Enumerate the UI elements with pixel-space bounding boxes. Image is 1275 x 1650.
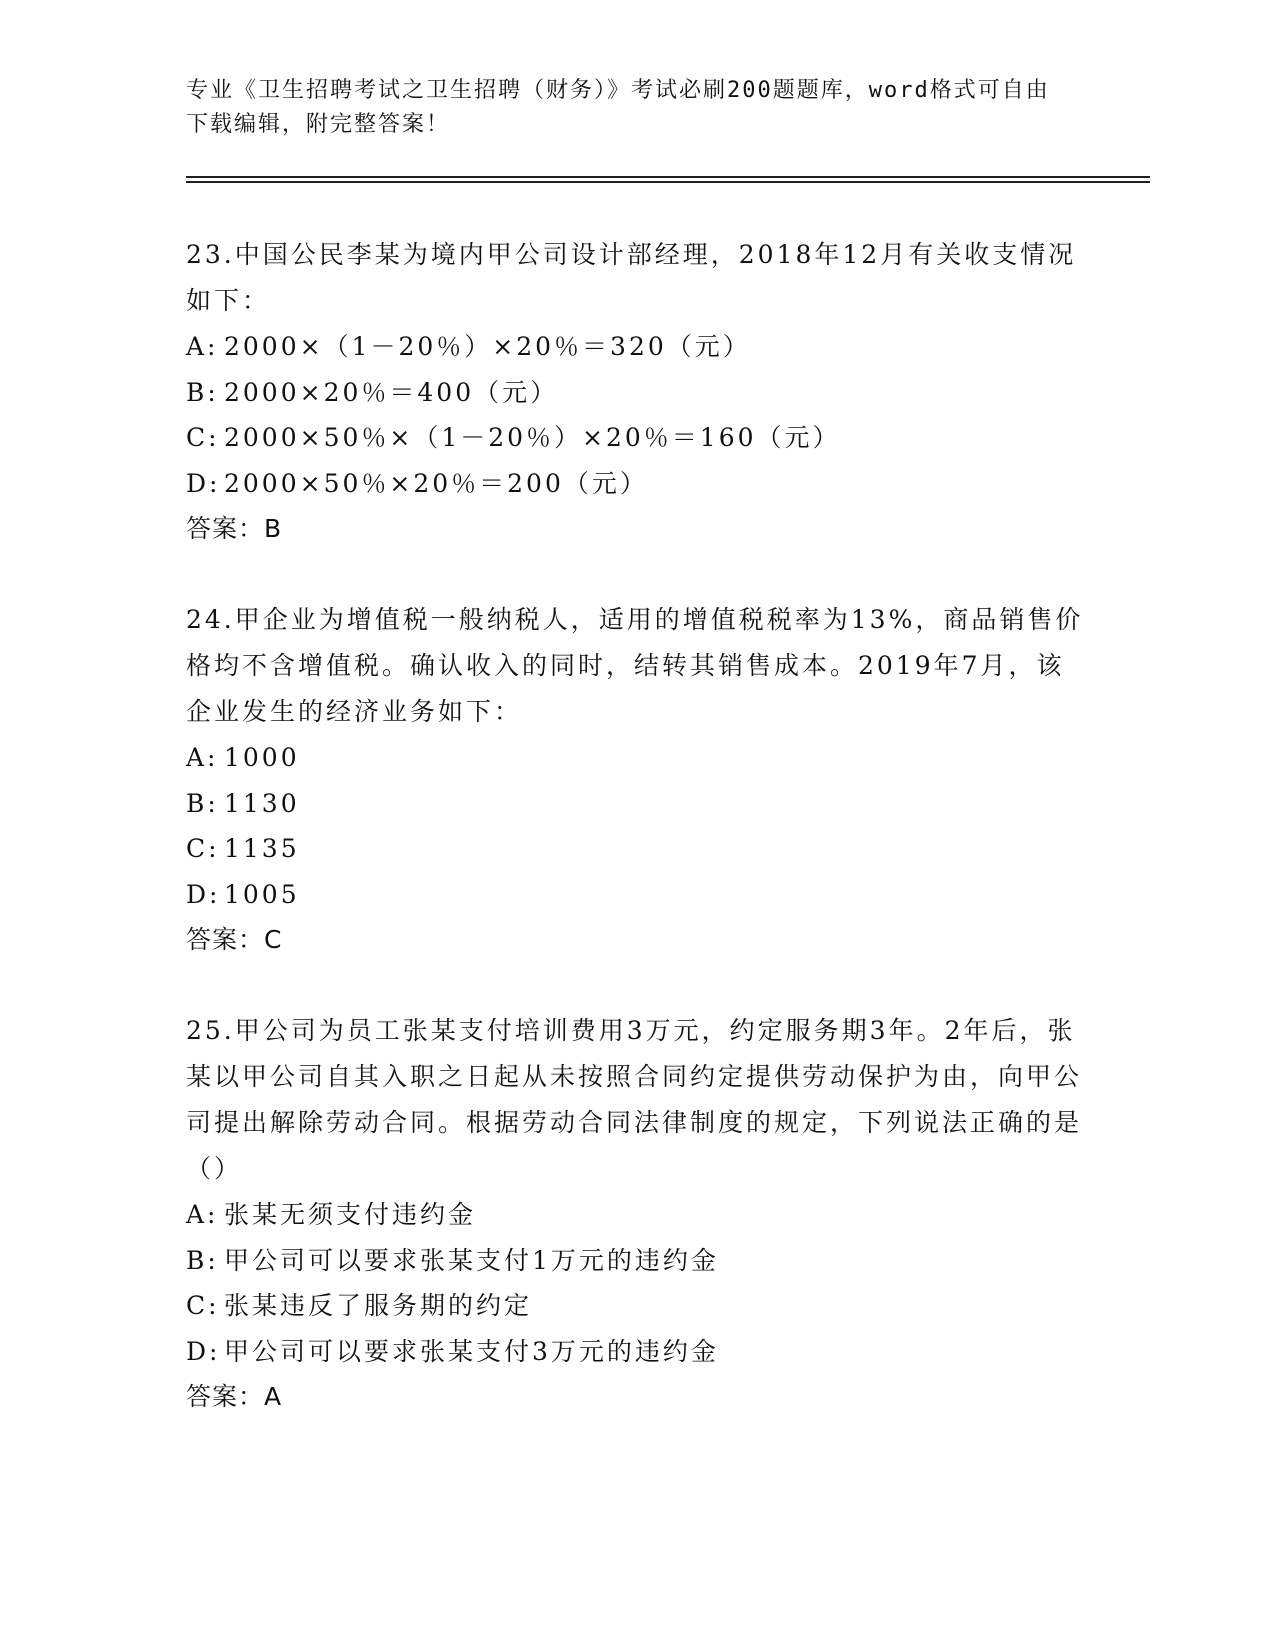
answer-line <box>186 1374 1086 1420</box>
option-text: 2000×50％×20％＝200（元） <box>224 468 648 498</box>
option-text: 1000 <box>224 743 300 772</box>
question-stem: 24.甲企业为增值税一般纳税人，适用的增值税税率为13%，商品销售价格均不含增值税。确认收入的同时，结转其销售成本。2019年7月，该企业发生的经济业务如下： <box>186 605 1084 726</box>
option-key: B: <box>186 377 219 407</box>
option-key: C: <box>186 834 220 863</box>
option-text: 1135 <box>224 834 300 863</box>
option-c <box>186 415 1086 461</box>
option-text: 2000×20％＝400（元） <box>224 377 559 407</box>
option-key: A: <box>186 1200 219 1229</box>
option-key: A: <box>186 332 219 361</box>
header-divider-bottom <box>186 181 1150 183</box>
question-25 <box>186 1008 1086 1420</box>
answer-line <box>186 506 1086 552</box>
option-key: B: <box>186 1245 219 1275</box>
option-c <box>186 826 1086 872</box>
option-key: D: <box>186 879 221 909</box>
option-key: B: <box>186 788 219 818</box>
answer-value: B <box>264 514 283 543</box>
answer-label: 答案： <box>186 925 265 954</box>
document-header: 专业《卫生招聘考试之卫生招聘（财务）》考试必刷200题题库，word格式可自由下载编辑，附完整答案！ <box>186 78 1050 137</box>
option-text: 1130 <box>224 788 300 818</box>
option-text: 1005 <box>224 879 300 909</box>
question-24 <box>186 597 1086 963</box>
question-23 <box>186 232 1086 552</box>
answer-value: A <box>264 1382 283 1411</box>
option-key: C: <box>186 1291 220 1320</box>
answer-line <box>186 917 1086 963</box>
option-key: A: <box>186 743 219 772</box>
option-b <box>186 781 1086 827</box>
option-d <box>186 461 1086 507</box>
option-d <box>186 1329 1086 1375</box>
option-text: 甲公司可以要求张某支付3万元的违约金 <box>224 1336 719 1366</box>
option-a <box>186 324 1086 370</box>
option-b <box>186 370 1086 416</box>
option-a <box>186 735 1086 781</box>
option-text: 2000×50％×（1－20％）×20％＝160（元） <box>224 423 841 452</box>
option-text: 甲公司可以要求张某支付1万元的违约金 <box>224 1245 719 1275</box>
option-b <box>186 1238 1086 1284</box>
question-stem: 25.甲公司为员工张某支付培训费用3万元，约定服务期3年。2年后，张某以甲公司自其入职之日起从未按照合同约定提供劳动保护为由，向甲公司提出解除劳动合同。根据劳动合同法律制度的规定，下列说法正确的是（） <box>186 1016 1083 1183</box>
option-text: 2000×（1－20％）×20％＝320（元） <box>224 332 751 361</box>
option-d <box>186 872 1086 918</box>
header-divider-top <box>186 176 1150 178</box>
option-a <box>186 1192 1086 1238</box>
option-c <box>186 1283 1086 1329</box>
answer-label: 答案： <box>186 514 265 543</box>
question-stem: 23.中国公民李某为境内甲公司设计部经理，2018年12月有关收支情况如下： <box>186 240 1077 315</box>
option-text: 张某违反了服务期的约定 <box>224 1291 533 1320</box>
option-text: 张某无须支付违约金 <box>224 1200 477 1229</box>
option-key: C: <box>186 423 220 452</box>
option-key: D: <box>186 1336 221 1366</box>
answer-value: C <box>264 925 283 954</box>
answer-label: 答案： <box>186 1382 265 1411</box>
option-key: D: <box>186 468 221 498</box>
